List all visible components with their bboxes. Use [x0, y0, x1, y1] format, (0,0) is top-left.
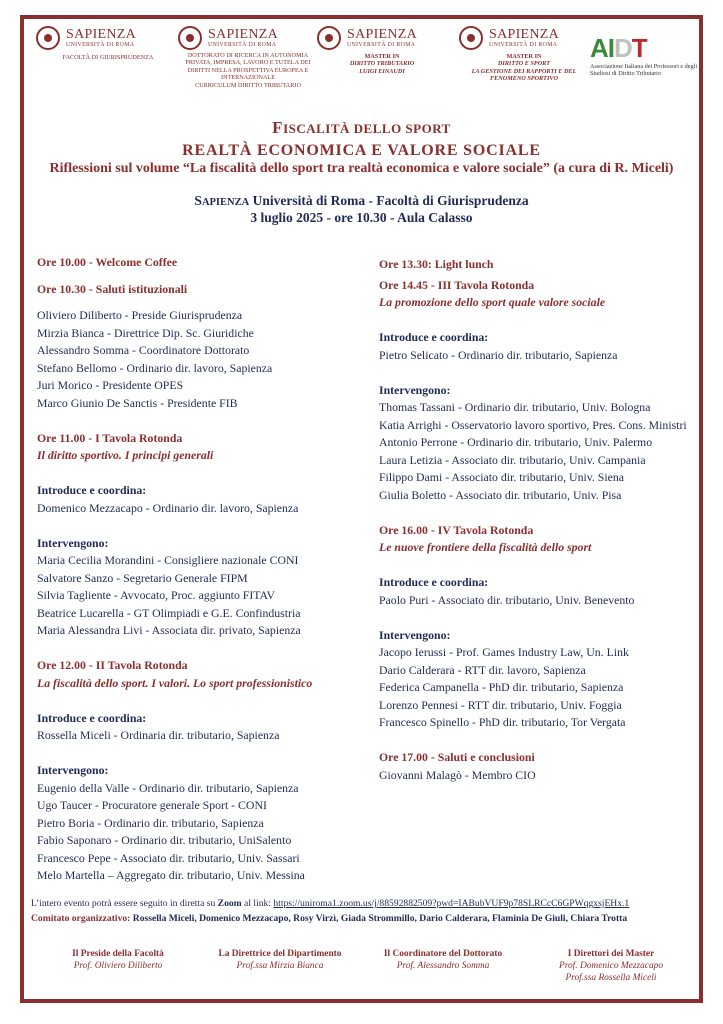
header-logos: [34, 26, 698, 106]
session-theme: La promozione dello sport quale valore sociale: [379, 295, 606, 309]
session-heading: Ore 17.00 - Saluti e conclusioni: [379, 750, 535, 764]
speaker-item: Beatrice Lucarella - GT Olimpiadi e G.E. Confindustria: [37, 605, 301, 620]
sapienza-seal-icon: [317, 26, 341, 50]
logo-sub: UNIVERSITÀ DI ROMA: [66, 41, 135, 48]
event-venue: SAPIENZA Università di Roma - Facoltà di Giurisprudenza: [194, 193, 529, 208]
logo-sub: UNIVERSITÀ DI ROMA: [208, 41, 277, 48]
speaker-item: Dario Calderara - RTT dir. lavoro, Sapienza: [379, 662, 586, 677]
speaker-item: Salvatore Sanzo - Segretario Generale FIPM: [37, 570, 248, 585]
logo-brand: SAPIENZA: [489, 26, 560, 42]
logo-description: MASTER IN: [364, 53, 400, 60]
session-heading: Ore 12.00 - II Tavola Rotonda: [37, 658, 188, 672]
logo-sapienza-dottorato: [178, 26, 318, 89]
speaker-item: Eugenio della Valle - Ordinario dir. tributario, Sapienza: [37, 780, 299, 795]
session-theme: Il diritto sportivo. I principi generali: [37, 448, 214, 462]
session-heading: Ore 13.30: Light lunch: [379, 257, 494, 271]
speaker-list: [37, 552, 357, 640]
moderator-label: Introduce e coordina:: [37, 483, 147, 497]
logo-description-title: DIRITTO E SPORT: [497, 60, 551, 68]
speaker-item: Federica Campanella - PhD dir. tributario, Sapienza: [379, 680, 624, 694]
signature-direttrice: La Direttrice del Dipartimento Prof.ssa Mirzia Bianca: [218, 949, 342, 971]
aidt-mark: AIDT: [590, 33, 647, 63]
speaker-item: Ugo Taucer - Procuratore generale Sport - CONI: [37, 798, 267, 812]
session-heading: Ore 14.45 - III Tavola Rotonda: [379, 277, 535, 292]
signature-coordinatore: Il Coordinatore del Dottorato Prof. Alessandro Somma: [383, 949, 503, 971]
sapienza-seal-icon: [459, 26, 483, 50]
speaker-item: Laura Letizia - Associato dir. tributario, Univ. Campania: [379, 452, 646, 467]
speaker-item: Marco Giunio De Sanctis - Presidente FIB: [37, 395, 238, 410]
speakers-label: Intervengono:: [37, 763, 109, 777]
program-left-column: [37, 254, 357, 885]
sapienza-seal-icon: [36, 26, 60, 50]
speaker-item: Silvia Tagliente - Avvocato, Proc. aggiunto FITAV: [37, 588, 276, 602]
logo-description: MASTER IN: [506, 53, 542, 60]
moderator: Pietro Selicato - Ordinario dir. tributario, Sapienza: [379, 347, 618, 362]
logo-brand: SAPIENZA: [208, 26, 279, 42]
speaker-item: Jacopo Ierussi - Prof. Games Industry Law, Un. Link: [379, 645, 629, 659]
speaker-list: [379, 399, 701, 504]
speaker-item: Juri Morico - Presidente OPES: [37, 378, 184, 392]
logo-brand: SAPIENZA: [347, 26, 418, 42]
signatures: [0, 948, 723, 988]
organizing-committee: Comitato organizzativo: Rossella Miceli, Domenico Mezzacapo, Rosy Virzì, Giada Strommillo, Dario Calderara, Flaminia De Giuli, Chiara Trotta: [31, 913, 628, 924]
logo-sapienza-master-sport: [459, 26, 589, 83]
logo-sub: UNIVERSITÀ DI ROMA: [347, 41, 416, 48]
logo-description-subtitle: LA GESTIONE DEI RAPPORTI E DEL FENOMENO SPORTIVO: [471, 67, 577, 83]
moderator: Rossella Miceli - Ordinaria dir. tributario, Sapienza: [37, 728, 280, 742]
speakers-label: Intervengono:: [379, 627, 451, 642]
session-heading: Ore 10.30 - Saluti istituzionali: [37, 281, 188, 296]
speaker-list: [379, 644, 701, 732]
speaker-item: Francesco Pepe - Associato dir. tributario, Univ. Sassari: [37, 850, 300, 865]
speaker-item: Giulia Boletto - Associato dir. tributario, Univ. Pisa: [379, 487, 622, 502]
logo-sapienza-master-tributario: [317, 26, 447, 75]
program-right-column: [379, 256, 701, 784]
aidt-caption: Associazione Italiana dei Professori e degli Studiosi di Diritto Tributario: [590, 63, 698, 78]
event-title: FISCALITÀ DELLO SPORT: [272, 118, 451, 137]
speaker-item: Filippo Dami - Associato dir. tributario, Univ. Siena: [379, 470, 624, 484]
logo-description-title: DIRITTO TRIBUTARIO: [349, 60, 415, 68]
moderator-label: Introduce e coordina:: [37, 710, 147, 725]
logo-description-subtitle: LUIGI EINAUDI: [359, 67, 405, 75]
speaker-item: Melo Martella – Aggregato dir. tributario, Univ. Messina: [37, 868, 305, 882]
speaker-item: Maria Alessandra Livi - Associata dir. privato, Sapienza: [37, 623, 301, 637]
logo-brand: SAPIENZA: [66, 26, 137, 42]
moderator-label: Introduce e coordina:: [379, 575, 489, 589]
speaker-item: Antonio Perrone - Ordinario dir. tributario, Univ. Palermo: [379, 435, 653, 449]
event-subtitle: REALTÀ ECONOMICA E VALORE SOCIALE: [182, 142, 541, 159]
logo-description: FACOLTÀ DI GIURISPRUDENZA: [62, 54, 154, 61]
speaker-item: Fabio Saponaro - Ordinario dir. tributario, UniSalento: [37, 833, 292, 847]
closing-speaker: Giovanni Malagò - Membro CIO: [379, 767, 536, 782]
session-theme: Le nuove frontiere della fiscalità dello sport: [379, 540, 592, 554]
speaker-item: Alessandro Somma - Coordinatore Dottorato: [37, 343, 250, 357]
streaming-info: L’intero evento potrà essere seguito in diretta su Zoom al link: https://uniroma1.zoom.us/j/88592882509?pwd=IABubVUF9p78SLRCcC6GPWqgxsjEHx.1: [31, 898, 630, 909]
moderator-label: Introduce e coordina:: [379, 330, 489, 344]
speaker-item: Thomas Tassani - Ordinario dir. tributario, Univ. Bologna: [379, 400, 651, 414]
speaker-item: Francesco Spinello - PhD dir. tributario, Tor Vergata: [379, 715, 626, 729]
logo-sapienza-facolta: [36, 26, 166, 61]
speakers-label: Intervengono:: [37, 535, 109, 550]
speaker-list: [37, 307, 357, 412]
speaker-item: Stefano Bellomo - Ordinario dir. lavoro, Sapienza: [37, 360, 273, 375]
speakers-label: Intervengono:: [379, 382, 451, 397]
logo-aidt: [590, 34, 700, 78]
signature-preside: Il Preside della Facoltà Prof. Oliviero Diliberto: [72, 949, 164, 971]
logo-description: DOTTORATO DI RICERCA IN AUTONOMIA PRIVATA, IMPRESA, LAVORO E TUTELA DEI DIRITTI NELLA PROSPETTIVA EUROPEA E INTERNAZIONALE: [185, 52, 311, 82]
session-heading: Ore 11.00 - I Tavola Rotonda: [37, 430, 183, 445]
speaker-list: [37, 780, 357, 885]
speaker-item: Katia Arrighi - Osservatorio lavoro sportivo, Pres. Cons. Ministri: [379, 417, 687, 432]
session-theme: La fiscalità dello sport. I valori. Lo sport professionistico: [37, 675, 313, 690]
moderator: Paolo Puri - Associato dir. tributario, Univ. Benevento: [379, 592, 635, 607]
speaker-item: Maria Cecilia Morandini - Consigliere nazionale CONI: [37, 553, 299, 567]
signature-direttori-master: I Direttori dei Master Prof. Domenico Mezzacapo Prof.ssa Rossella Miceli: [558, 949, 664, 983]
session-heading: Ore 16.00 - IV Tavola Rotonda: [379, 522, 534, 537]
logo-sub: UNIVERSITÀ DI ROMA: [489, 41, 558, 48]
speaker-item: Pietro Boria - Ordinario dir. tributario, Sapienza: [37, 815, 264, 830]
logo-description-curriculum: CURRICULUM DIRITTO TRIBUTARIO: [195, 81, 301, 89]
event-book-reference: Riflessioni sul volume “La fiscalità dello sport tra realtà economica e valore sociale” (a cura di R. Miceli): [49, 161, 674, 176]
speaker-item: Lorenzo Pennesi - RTT dir. tributario, Univ. Foggia: [379, 697, 622, 712]
speaker-item: Oliviero Diliberto - Preside Giurisprudenza: [37, 308, 243, 322]
zoom-link[interactable]: https://uniroma1.zoom.us/j/88592882509?pwd=IABubVUF9p78SLRCcC6GPWqgxsjEHx.1: [273, 898, 630, 909]
moderator: Domenico Mezzacapo - Ordinario dir. lavoro, Sapienza: [37, 500, 299, 515]
event-date: 3 luglio 2025 - ore 10.30 - Aula Calasso: [250, 210, 473, 225]
session-heading: Ore 10.00 - Welcome Coffee: [37, 255, 178, 269]
sapienza-seal-icon: [178, 26, 202, 50]
speaker-item: Mirzia Bianca - Direttrice Dip. Sc. Giuridiche: [37, 325, 254, 340]
